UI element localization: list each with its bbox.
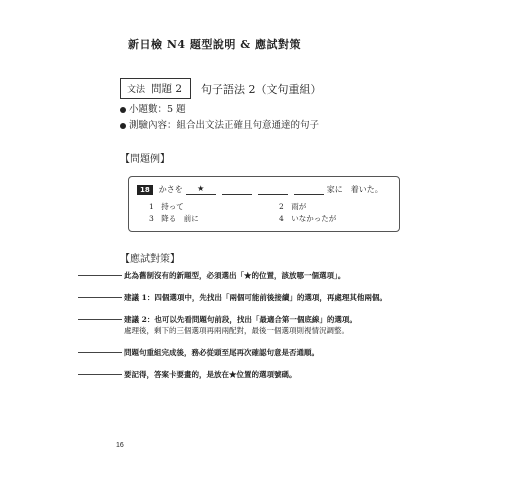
bullet-icon [120, 123, 126, 129]
section-tag-label: 問題 2 [151, 83, 183, 95]
answer-option: 3 降る 前に [149, 214, 199, 223]
question-sentence [137, 184, 383, 195]
tip-leader-line [78, 297, 122, 298]
tip-text: 建議 2：也可以先看問題句前段，找出「最適合第一個底線」的選項。 [124, 315, 357, 324]
example-label: 【問題例】 [120, 154, 170, 165]
blank-slot [294, 185, 324, 195]
info-item-text: 測驗內容：組合出文法正確且句意通達的句子 [129, 120, 320, 131]
tip-text: 問題句重組完成後，務必從頭至尾再次確認句意是否通順。 [124, 348, 319, 357]
section-tag-category: 文法 [127, 85, 146, 95]
answer-option: 4 いなかったが [279, 214, 337, 223]
strategy-tip [78, 292, 387, 303]
star-icon: ★ [197, 184, 205, 193]
strategy-tip [78, 347, 319, 358]
tip-text: 此為舊制沒有的新題型，必須選出「★的位置，該放哪一個選項」。 [124, 271, 346, 280]
info-item [120, 102, 319, 118]
section-name: 句子語法 2（文句重組） [201, 82, 322, 96]
tip-leader-line [78, 374, 122, 375]
page-number: 16 [116, 442, 124, 449]
section-tag [120, 78, 191, 99]
answer-option: 2 雨が [279, 202, 307, 211]
question-number: 18 [137, 185, 153, 195]
answer-option: 1 持って [149, 202, 184, 211]
section-header [120, 78, 322, 99]
page-title: 新日檢 N4 題型說明 & 應試對策 [128, 38, 301, 51]
strategy-tip [78, 314, 357, 336]
strategy-tip [78, 270, 345, 281]
tip-text: 建議 1：四個選項中，先找出「兩個可能前後接續」的選項，再處理其他兩個。 [124, 293, 387, 302]
info-item [120, 118, 319, 134]
example-box [128, 176, 400, 232]
tip-leader-line [78, 319, 122, 320]
info-item-text: 小題數：5 題 [129, 104, 186, 115]
blank-slot [186, 185, 216, 195]
tip-leader-line [78, 275, 122, 276]
info-list [120, 102, 319, 134]
sentence-end: 家に 着いた。 [326, 185, 383, 194]
blank-slot [222, 185, 252, 195]
tip-text-continued: 處理後，剩下的三個選項再兩兩配對，最後一個選項則視情況調整。 [124, 326, 349, 335]
strategy-tip [78, 369, 297, 380]
strategy-label: 【應試對策】 [120, 254, 180, 265]
blank-slot [258, 185, 288, 195]
bullet-icon [120, 107, 126, 113]
sentence-start: かさを [158, 185, 183, 194]
tip-text: 要記得，答案卡要畫的，是放在★位置的選項號碼。 [124, 370, 297, 379]
tip-leader-line [78, 352, 122, 353]
